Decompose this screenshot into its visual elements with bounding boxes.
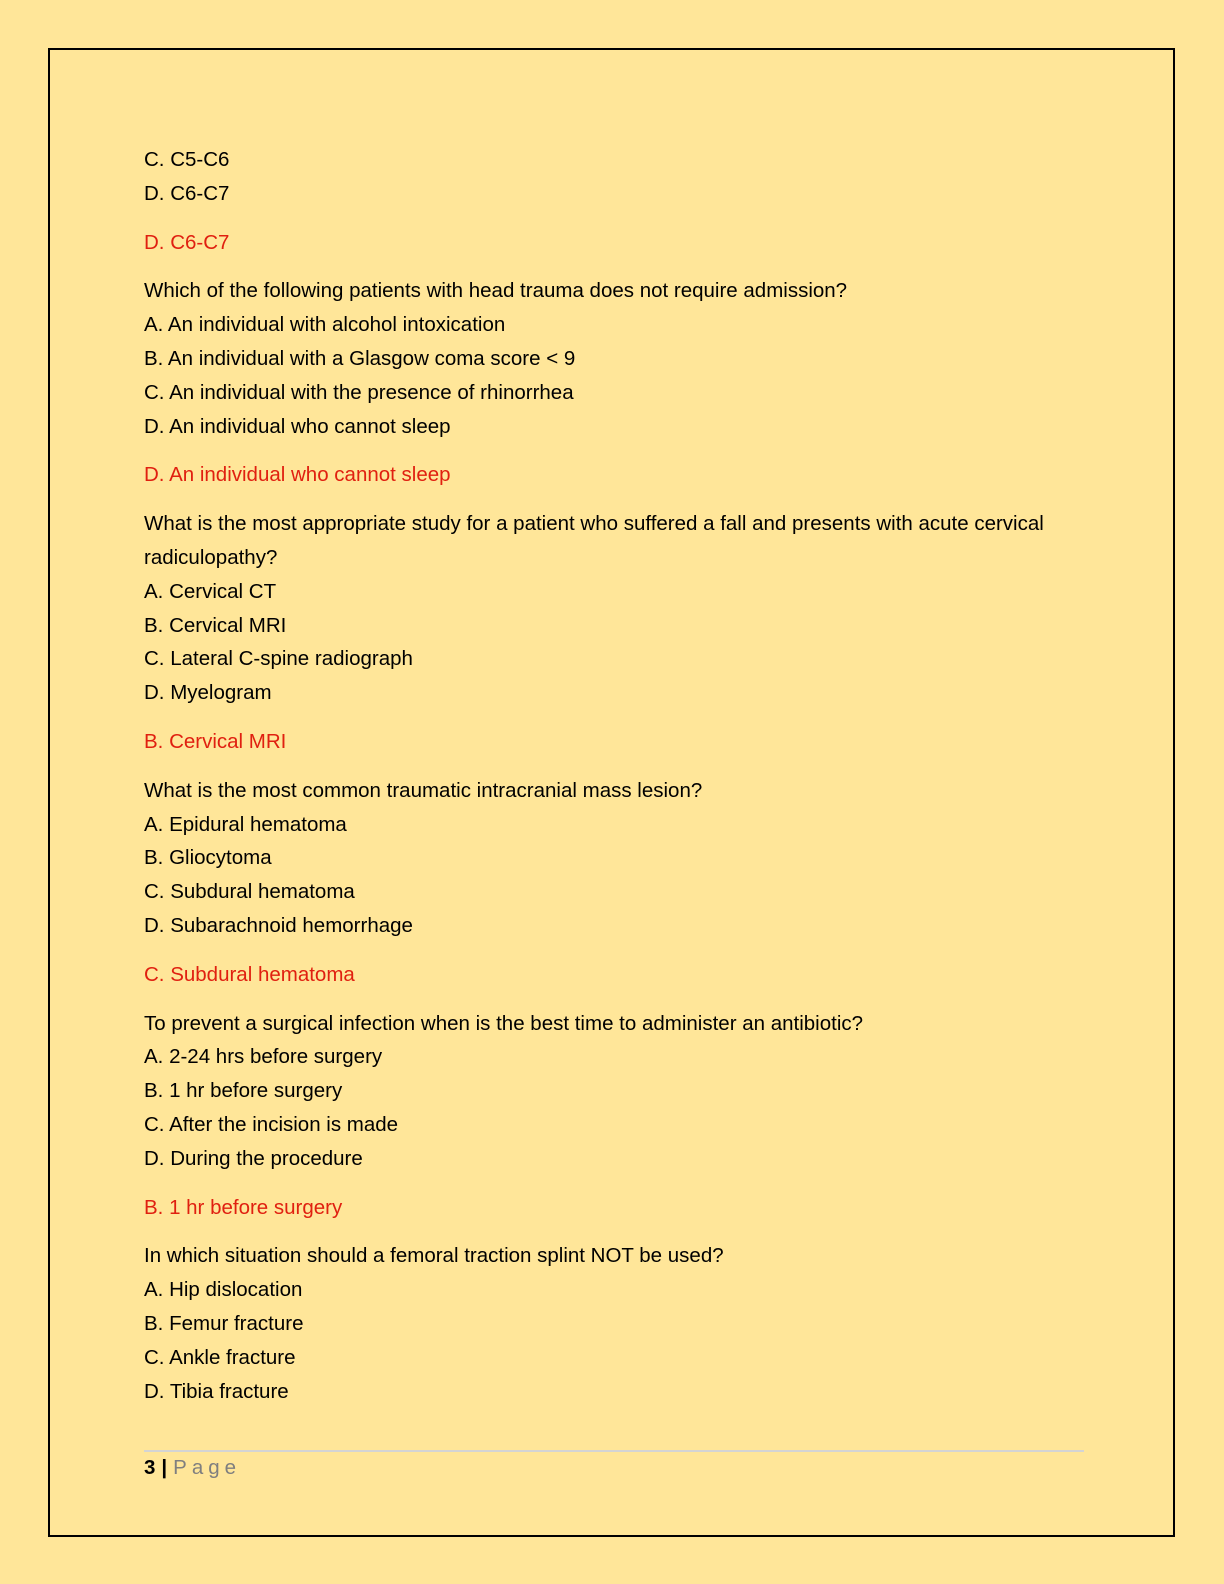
question-line: What is the most common traumatic intracranial mass lesion? [144,778,703,802]
footer-separator: | [161,1456,168,1479]
option-line: D. Tibia fracture [144,1379,289,1403]
option-line: B. Gliocytoma [144,846,272,870]
option-line: B. Cervical MRI [144,613,287,637]
option-line: B. 1 hr before surgery [144,1079,343,1103]
question-line: Which of the following patients with head trauma does not require admission? [144,279,848,303]
answer-line: D. An individual who cannot sleep [144,463,451,487]
option-line: A. 2-24 hrs before surgery [144,1045,383,1069]
option-line: D. Subarachnoid hemorrhage [144,913,413,937]
answer-line: D. C6-C7 [144,230,230,254]
option-line: C. Ankle fracture [144,1345,296,1369]
option-line: A. Hip dislocation [144,1278,303,1302]
question-line: To prevent a surgical infection when is the best time to administer an antibiotic? [144,1011,864,1035]
option-line: A. An individual with alcohol intoxication [144,313,506,337]
option-line: D. C6-C7 [144,181,230,205]
question-line: What is the most appropriate study for a patient who suffered a fall and presents with acute cervical radiculopathy? [144,512,1044,569]
option-line: C. C5-C6 [144,148,230,171]
question-line: In which situation should a femoral traction splint NOT be used? [144,1244,724,1268]
page-footer [144,1454,241,1482]
answer-line: B. Cervical MRI [144,729,287,753]
option-line: A. Cervical CT [144,579,277,603]
option-line: C. Subdural hematoma [144,880,355,904]
option-line: D. Myelogram [144,681,272,705]
answer-line: C. Subdural hematoma [144,962,355,986]
option-line: D. An individual who cannot sleep [144,414,451,438]
option-line: C. An individual with the presence of rhinorrhea [144,380,574,404]
option-line: D. During the procedure [144,1146,363,1170]
option-line: C. After the incision is made [144,1112,399,1136]
option-line: A. Epidural hematoma [144,812,347,836]
question-list [144,143,1084,1408]
option-line: B. Femur fracture [144,1311,304,1335]
option-line: C. Lateral C-spine radiograph [144,647,413,671]
page-number: 3 [144,1456,156,1479]
answer-line: B. 1 hr before surgery [144,1195,343,1219]
page-label: Page [173,1456,242,1479]
footer-divider [144,1450,1084,1452]
option-line: B. An individual with a Glasgow coma score < 9 [144,346,576,370]
